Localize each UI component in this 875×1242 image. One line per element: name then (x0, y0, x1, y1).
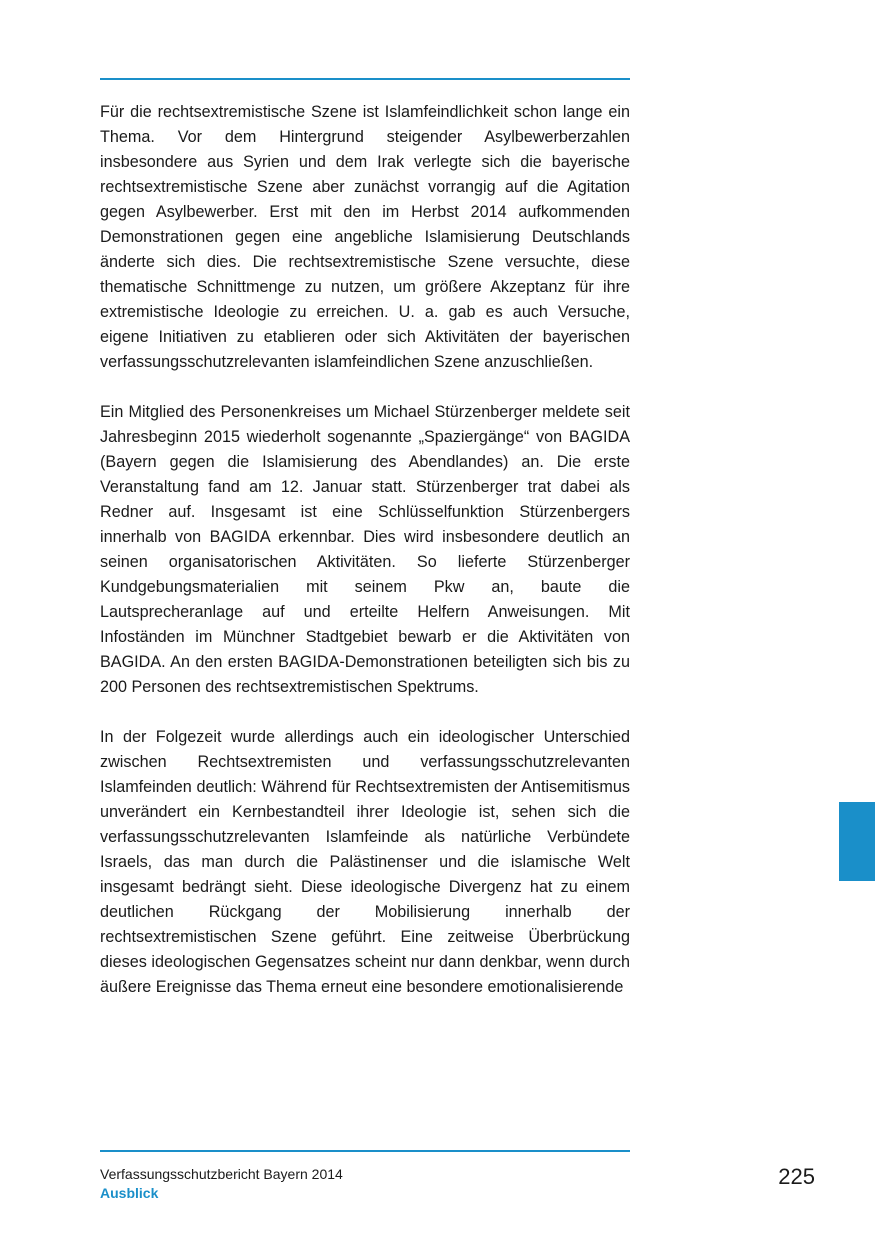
top-divider (100, 78, 630, 80)
page-footer (100, 1165, 630, 1203)
bottom-divider (100, 1150, 630, 1152)
body-text (100, 100, 630, 1025)
chapter-tab-marker (839, 802, 875, 881)
footer-section-name: Ausblick (100, 1185, 159, 1201)
paragraph-3: In der Folgezeit wurde allerdings auch ein ideologischer Unterschied zwischen Rechtsextremisten und verfassungsschutzrelevanten Islamfeinden deutlich: Während für Rechtsextremisten der Antisemitismus unverändert ein Kernbestandteil ihrer Ideologie ist, sehen sich die verfassungsschutzrelevanten Islamfeinde als natürliche Verbündete Israels, das man durch die Palästinenser und die islamische Welt insgesamt bedrängt sieht. Diese ideologische Divergenz hat zu einem deutlichen Rückgang der Mobilisierung innerhalb der rechtsextremistischen Szene geführt. Eine zeitweise Überbrückung dieses ideologischen Gegensatzes scheint nur dann denkbar, wenn durch äußere Ereignisse das Thema erneut eine besondere emotionalisierende (100, 728, 630, 996)
page-number: 225 (778, 1164, 815, 1189)
footer-publication-title: Verfassungsschutzbericht Bayern 2014 (100, 1166, 343, 1182)
paragraph-2: Ein Mitglied des Personenkreises um Michael Stürzenberger meldete seit Jahresbeginn 2015 wiederholt sogenannte „Spaziergänge“ von BAGIDA (Bayern gegen die Islamisierung des Abendlandes) an. Die erste Veranstaltung fand am 12. Januar statt. Stürzenberger trat dabei als Redner auf. Insgesamt ist eine Schlüsselfunktion Stürzenbergers innerhalb von BAGIDA erkennbar. Dies wird insbesondere deutlich an seinen organisatorischen Aktivitäten. So lieferte Stürzenberger Kundgebungsmaterialien mit seinem Pkw an, baute die Lautsprecheranlage auf und erteilte Helfern Anweisungen. Mit Infoständen im Münchner Stadtgebiet bewarb er die Aktivitäten von BAGIDA. An den ersten BAGIDA-Demonstrationen beteiligten sich bis zu 200 Personen des rechtsextremistischen Spektrums. (100, 403, 630, 696)
paragraph-1: Für die rechtsextremistische Szene ist Islamfeindlichkeit schon lange ein Thema. Vor dem Hintergrund steigender Asylbewerberzahlen insbesondere aus Syrien und dem Irak verlegte sich die bayerische rechtsextremistische Szene aber zunächst vorrangig auf die Agitation gegen Asylbewerber. Erst mit den im Herbst 2014 aufkommenden Demonstrationen gegen eine angebliche Islamisierung Deutschlands änderte sich dies. Die rechtsextremistische Szene versuchte, diese thematische Schnittmenge zu nutzen, um größere Akzeptanz für ihre extremistische Ideologie zu erreichen. U. a. gab es auch Versuche, eigene Initiativen zu etablieren oder sich Aktivitäten der bayerischen verfassungsschutzrelevanten islamfeindlichen Szene anzuschließen. (100, 103, 630, 371)
